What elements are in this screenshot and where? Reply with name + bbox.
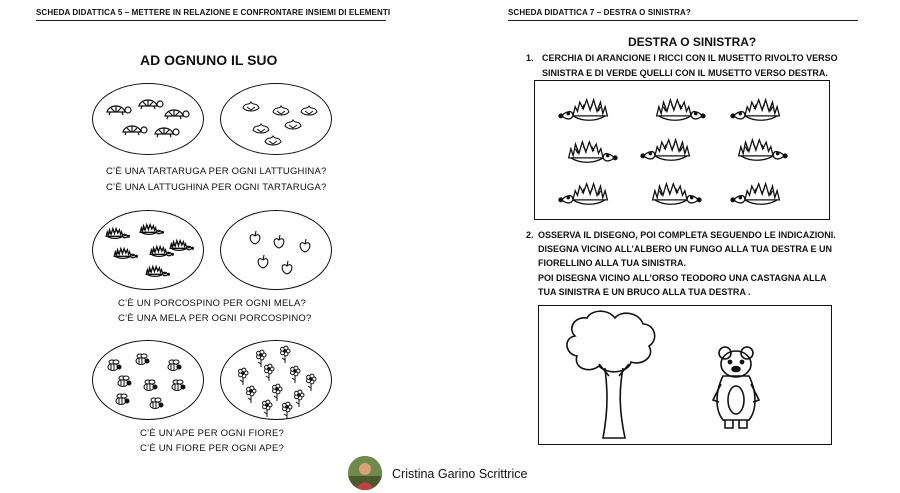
apple-icon [300,239,310,252]
tree-icon [567,311,655,438]
instruction-2-line2: DISEGNA VICINO ALL’ALBERO UN FUNGO ALLA TUA DESTRA E UN [538,244,832,254]
hedgehog-icon [731,184,779,204]
hedgehog-set [92,210,204,290]
lettuce-icon [221,84,333,156]
worksheet-right [450,0,900,493]
lettuce-icon [253,124,269,133]
question-1b: C’È UNA LATTUGHINA PER OGNI TARTARUGA? [106,182,327,193]
turtle-icon [107,106,131,115]
hedgehog-icon [170,241,193,251]
tree-bear-drawing [539,306,833,446]
question-1a: C’È UNA TARTARUGA PER OGNI LATTUGHINA? [106,166,327,177]
hedgehog-icon [93,211,205,291]
worksheet-header: SCHEDA DIDATTICA 5 – METTERE IN RELAZIONE E CONFRONTARE INSIEMI DI ELEMENTI [36,8,391,17]
question-2a: C’È UN PORCOSPINO PER OGNI MELA? [118,298,306,309]
lettuce-icon [301,106,317,115]
hedgehog-icon [641,140,689,160]
bear-icon [713,347,759,428]
bee-icon [108,360,121,371]
lettuce-icon [243,102,259,111]
turtle-set [92,83,204,155]
apple-set [220,210,332,290]
question-3b: C’È UN FIORE PER OGNI APE? [140,443,285,454]
hedgehog-exercise-box [534,80,830,220]
worksheet-header: SCHEDA DIDATTICA 7 – DESTRA O SINISTRA? [508,8,691,17]
flower-icon [247,386,256,403]
header-divider [508,20,858,21]
question-2b: C’È UNA MELA PER OGNI PORCOSPINO? [118,313,312,324]
hedgehog-icon [653,184,701,204]
bee-icon [168,360,181,371]
bee-icon [136,354,149,365]
flower-icon [307,374,316,391]
instruction-2-line3: FIORELLINO ALLA TUA SINISTRA. [538,258,686,268]
flower-icon [265,364,274,381]
bee-icon [150,398,163,409]
page-title: DESTRA O SINISTRA? [628,35,757,49]
bee-icon [116,394,129,405]
flower-icon [221,341,333,421]
avatar-icon [348,456,382,490]
header-divider [36,20,386,21]
bee-icon [118,376,131,387]
hedgehog-icon [559,184,607,204]
turtle-icon [165,110,189,119]
apple-icon [274,235,284,248]
flower-icon [291,366,300,383]
flower-icon [239,368,248,385]
apple-icon [258,255,268,268]
flower-icon [273,384,282,401]
turtle-icon [139,100,163,109]
flower-icon [263,400,272,417]
page-title: AD OGNUNO IL SUO [140,52,278,68]
apple-icon [250,231,260,244]
hedgehog-icon [739,140,787,160]
hedgehog-icon [559,100,607,120]
hedgehog-icon [146,267,169,277]
apple-icon [282,261,292,274]
instruction-2-line1: OSSERVA IL DISEGNO, POI COMPLETA SEGUENDO LE INDICAZIONI. [538,230,836,240]
lettuce-icon [285,120,301,129]
instruction-1-line2: SINISTRA E DI VERDE QUELLI CON IL MUSETTO VERSO DESTRA. [542,68,828,78]
bee-icon [93,341,205,421]
instruction-1-line1: CERCHIA DI ARANCIONE I RICCI CON IL MUSETTO RIVOLTO VERSO [542,53,838,63]
author-name: Cristina Garino Scrittrice [392,467,528,481]
question-3a: C’È UN’APE PER OGNI FIORE? [140,428,285,439]
flower-icon [283,402,292,419]
bee-icon [172,380,185,391]
author-avatar [348,456,382,490]
turtle-icon [155,128,179,137]
instruction-2-line5: TUA SINISTRA E UN BRUCO ALLA TUA DESTRA . [538,287,751,297]
turtle-icon [93,84,205,156]
bee-set [92,340,204,420]
flower-icon [281,346,290,363]
instruction-2-line4: POI DISEGNA VICINO ALL’ORSO TEODORO UNA CASTAGNA ALLA [538,273,827,283]
flower-icon [295,390,304,407]
lettuce-icon [273,106,289,115]
flower-set [220,340,332,420]
flower-icon [257,350,266,367]
lettuce-set [220,83,332,155]
instruction-2-number: 2. [526,230,534,240]
bee-icon [144,380,157,391]
instruction-1-number: 1. [526,53,534,63]
hedgehog-icon [731,100,779,120]
turtle-icon [123,126,147,135]
hedgehog-icon [140,225,163,235]
apple-icon [221,211,333,291]
lettuce-icon [265,136,281,145]
hedgehog-icon [106,229,129,239]
hedgehog-icon [535,81,831,221]
hedgehog-icon [569,142,617,162]
hedgehog-icon [114,249,137,259]
tree-bear-drawing-box [538,305,832,445]
hedgehog-icon [657,100,705,120]
